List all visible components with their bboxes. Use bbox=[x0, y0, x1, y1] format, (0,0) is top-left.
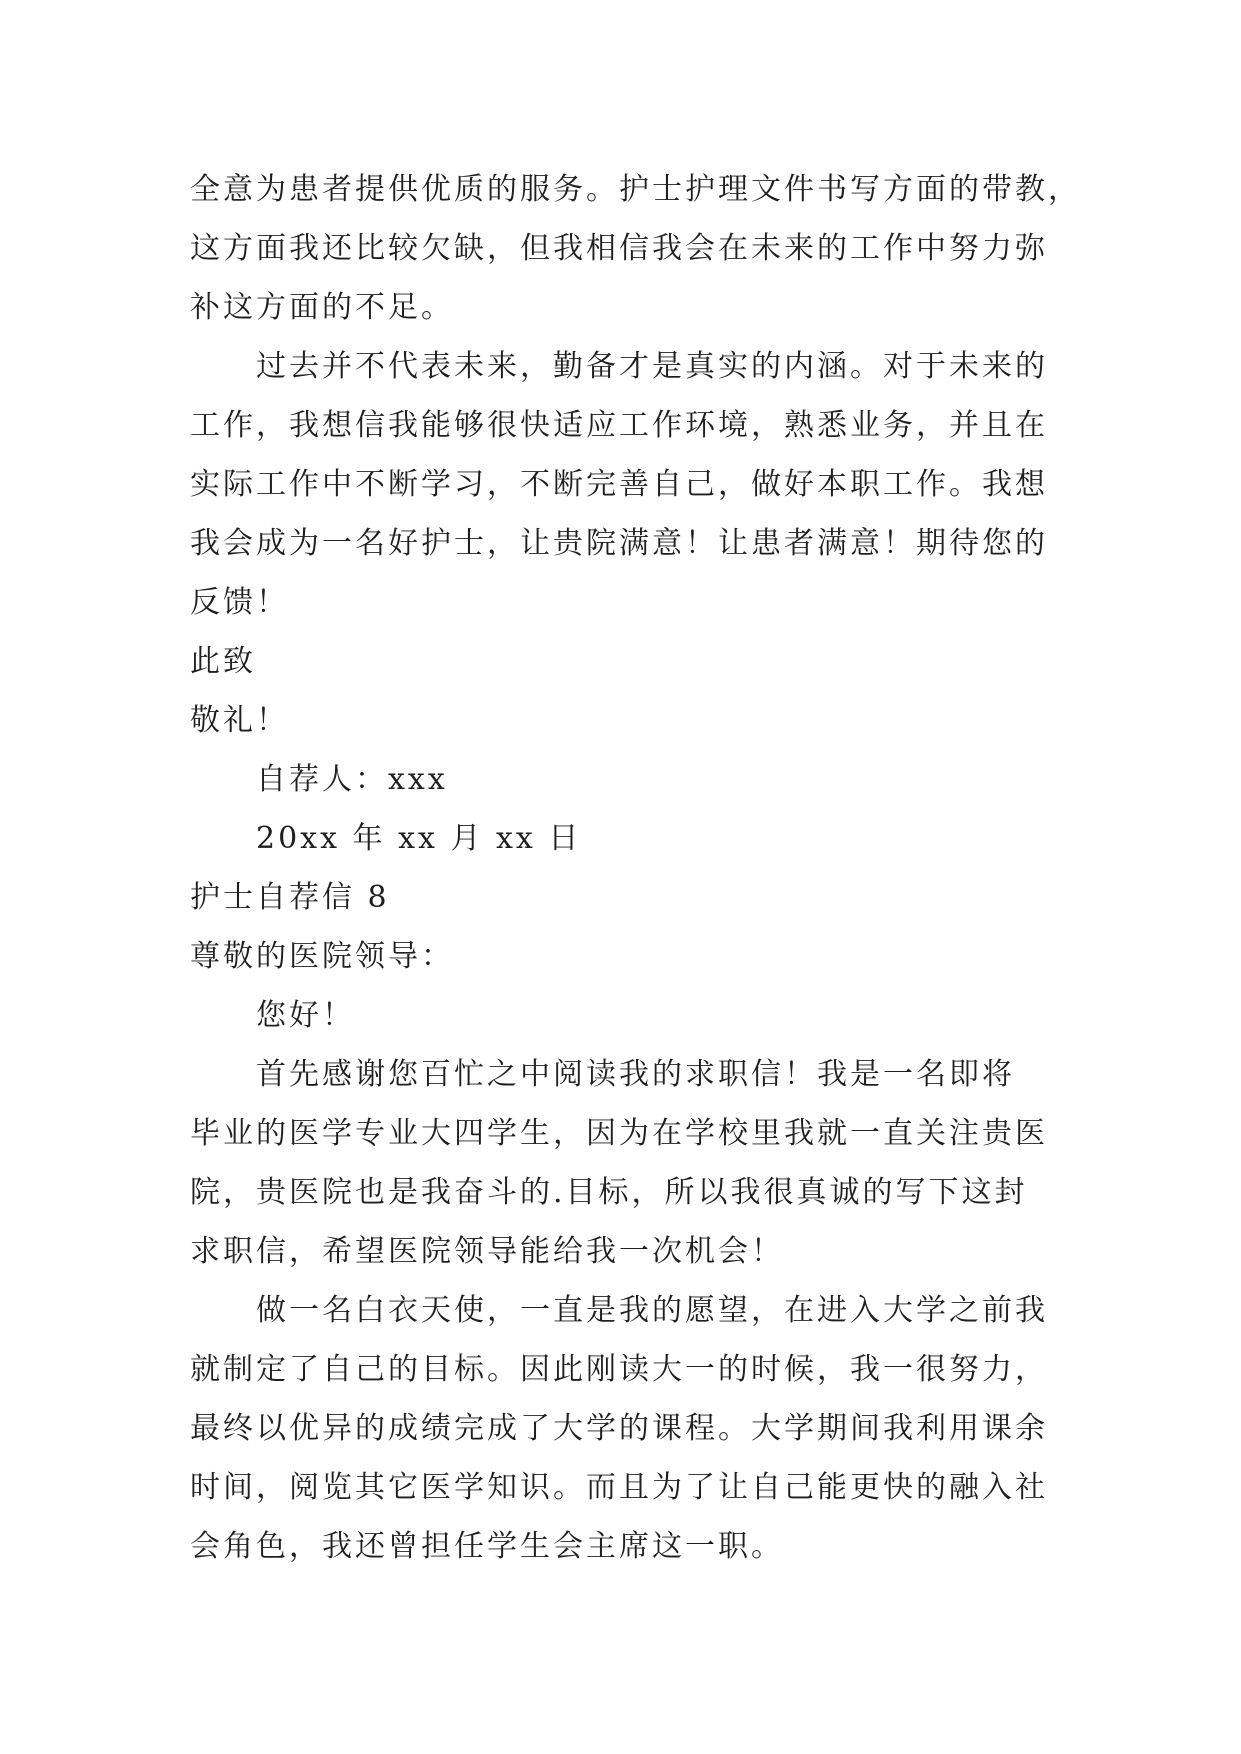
text-line: 求职信，希望医院领导能给我一次机会！ bbox=[190, 1234, 784, 1269]
text-line: 过去并不代表未来，勤备才是真实的内涵。对于未来的 bbox=[256, 349, 1048, 384]
text-line: 工作，我想信我能够很快适应工作环境，熟悉业务，并且在 bbox=[190, 408, 1048, 443]
text-line: 最终以优异的成绩完成了大学的课程。大学期间我利用课余 bbox=[190, 1411, 1048, 1446]
text-line: 补这方面的不足。 bbox=[190, 290, 454, 325]
signature-line: 自荐人：xxx bbox=[256, 762, 448, 797]
text-line: 时间，阅览其它医学知识。而且为了让自己能更快的融入社 bbox=[190, 1470, 1048, 1505]
closing-salutation: 此致 bbox=[190, 644, 256, 679]
greeting-recipient: 尊敬的医院领导： bbox=[190, 939, 454, 974]
text-line: 毕业的医学专业大四学生，因为在学校里我就一直关注贵医 bbox=[190, 1116, 1048, 1151]
section-heading: 护士自荐信 8 bbox=[190, 880, 390, 915]
text-line: 就制定了自己的目标。因此刚读大一的时候，我一很努力， bbox=[190, 1352, 1048, 1387]
text-line: 首先感谢您百忙之中阅读我的求职信！我是一名即将 bbox=[256, 1057, 1015, 1092]
closing-regards: 敬礼！ bbox=[190, 703, 289, 738]
text-line: 反馈！ bbox=[190, 585, 289, 620]
text-line: 实际工作中不断学习，不断完善自己，做好本职工作。我想 bbox=[190, 467, 1048, 502]
text-line: 我会成为一名好护士，让贵院满意！让患者满意！期待您的 bbox=[190, 526, 1048, 561]
text-line: 做一名白衣天使，一直是我的愿望，在进入大学之前我 bbox=[256, 1293, 1048, 1328]
letter-body bbox=[190, 160, 1090, 1576]
text-line: 这方面我还比较欠缺，但我相信我会在未来的工作中努力弥 bbox=[190, 231, 1048, 266]
greeting: 您好！ bbox=[256, 998, 355, 1033]
text-line: 全意为患者提供优质的服务。护士护理文件书写方面的带教， bbox=[190, 172, 1081, 207]
text-line: 会角色，我还曾担任学生会主席这一职。 bbox=[190, 1529, 784, 1564]
text-line: 院，贵医院也是我奋斗的.目标，所以我很真诚的写下这封 bbox=[190, 1175, 1028, 1210]
date-line: 20xx 年 xx 月 xx 日 bbox=[256, 821, 582, 856]
